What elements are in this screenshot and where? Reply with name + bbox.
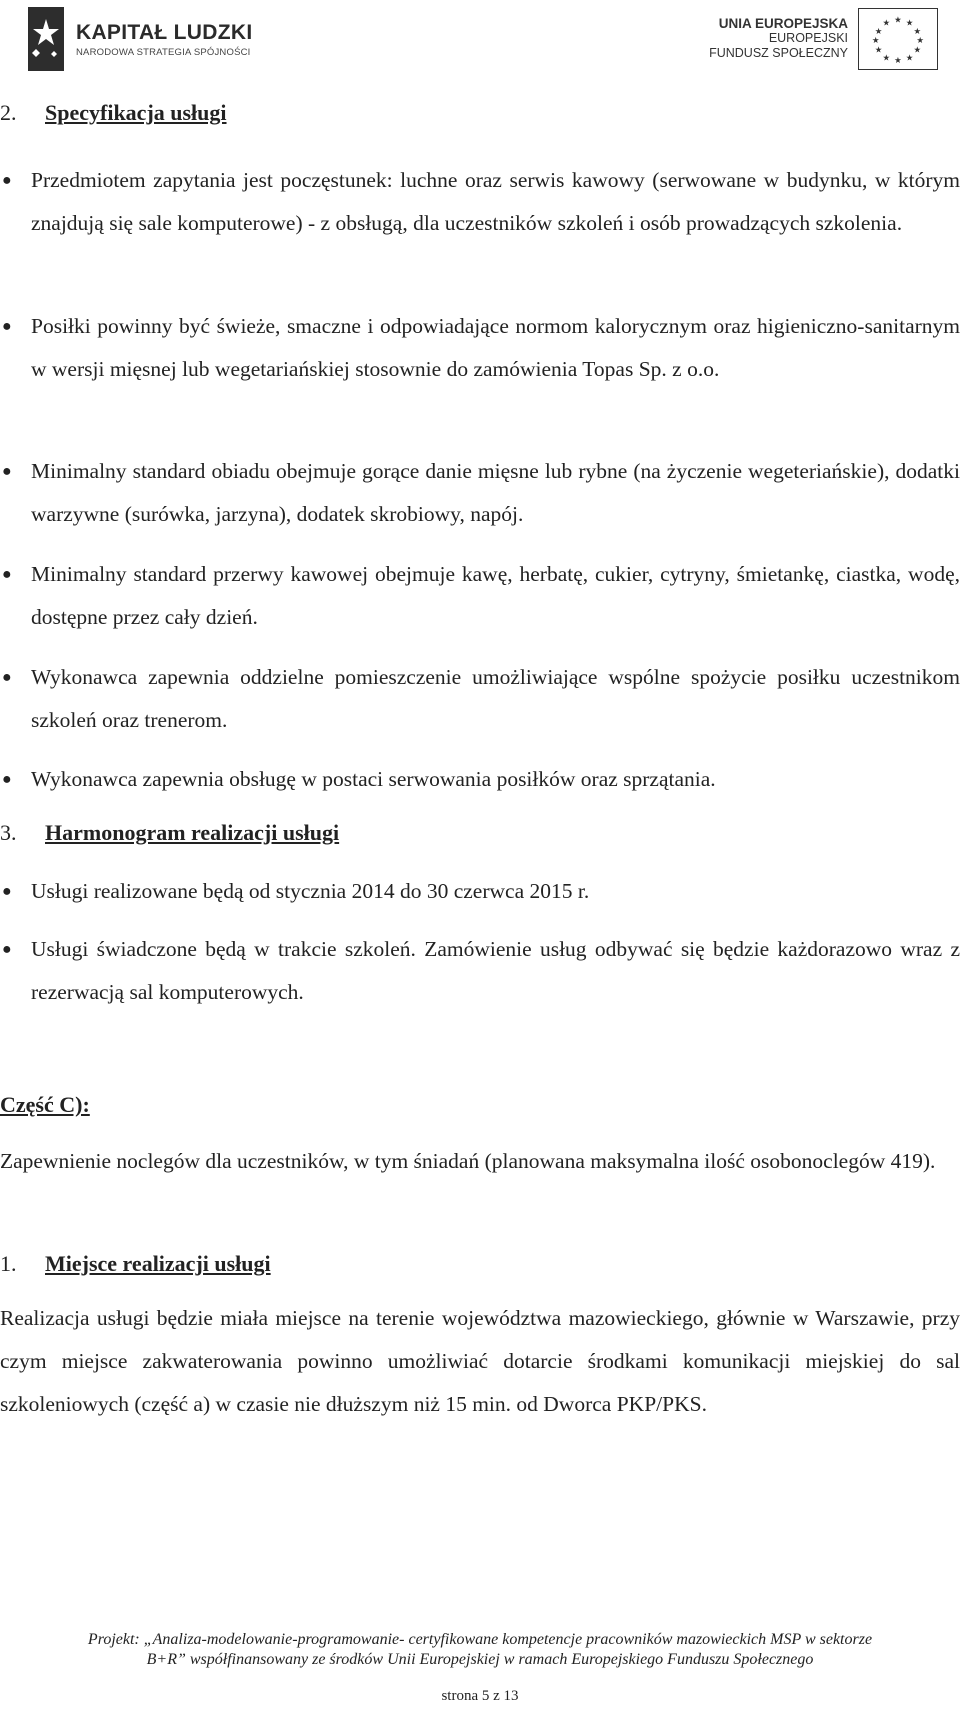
bullet-icon: ● [2,172,12,189]
bullet-text: Usługi realizowane będą od stycznia 2014 do 30 czerwca 2015 r. [31,879,590,903]
bullet-text: Posiłki powinny być świeże, smaczne i odpowiadające normom kalorycznym oraz higieniczno-sanitarnym w wersji mięsnej lub wegetariańskiej stosownie do zamówienia Topas Sp. z o.o. [31,314,960,381]
section-2-number: 2. [0,100,17,125]
section-2-title: Specyfikacja usługi [45,100,227,125]
svg-text:★: ★ [905,17,914,28]
bullet-text: Minimalny standard obiadu obejmuje gorące danie mięsne lub rybne (na życzenie wegeteriańskie), dodatki warzywne (surówka, jarzyna), dodatek skrobiowy, napój. [31,459,960,526]
svg-text:★: ★ [894,14,902,25]
kapital-ludzki-subtitle: NARODOWA STRATEGIA SPÓJNOŚCI [76,46,251,58]
bullet-icon: ● [2,318,12,335]
svg-text:★: ★ [913,44,922,55]
svg-text:★: ★ [905,52,914,63]
eu-logo [709,8,938,70]
part-c-intro: Zapewnienie noclegów dla uczestników, w tym śniadań (planowana maksymalna ilość osobonoclegów 419). [0,1149,936,1173]
svg-text:★: ★ [882,17,891,28]
section-1-text: Realizacja usługi będzie miała miejsce na terenie województwa mazowieckiego, głównie w Warszawie, przy czym miejsce zakwaterowania powinno umożliwiać dotarcie środkami komunikacji miejskiej do sal szkoleniowych (część a) w czasie nie dłuższym niż 15 min. od Dworca PKP/PKS. [0,1306,960,1416]
svg-text:★: ★ [916,34,925,45]
svg-text:★: ★ [871,34,880,45]
kapital-ludzki-title: KAPITAŁ LUDZKI [76,20,253,44]
eu-flag-icon [858,8,938,70]
footer-line-1: Projekt: „Analiza-modelowanie-programowanie- certyfikowane kompetencje pracowników mazowieckich MSP w sektorze [87,1631,873,1648]
eu-logo-line3: FUNDUSZ SPOŁECZNY [709,46,848,60]
page-header [0,0,960,80]
bullet-text: Przedmiotem zapytania jest poczęstunek: luchne oraz serwis kawowy (serwowane w budynku, w którym znajdują się sale komputerowe) - z obsługą, dla uczestników szkoleń i osób prowadzących szkolenia. [31,168,960,235]
section-3-number: 3. [0,820,17,845]
section-3-heading [0,820,339,846]
svg-text:★: ★ [913,26,922,37]
bullet-icon: ● [2,669,12,686]
page-footer [0,1630,960,1670]
eu-logo-line2: EUROPEJSKI [768,31,848,45]
bullet-icon: ● [2,883,12,900]
bullet-icon: ● [2,566,12,583]
eu-logo-line1: UNIA EUROPEJSKA [718,16,848,31]
footer-line-2: B+R” współfinansowany ze środków Unii Europejskiej w ramach Europejskiego Funduszu Społecznego [146,1651,814,1668]
section-3-title: Harmonogram realizacji usługi [45,820,340,845]
svg-text:★: ★ [874,44,883,55]
bullet-icon: ● [2,941,12,958]
bullet-text: Wykonawca zapewnia oddzielne pomieszczenie umożliwiające wspólne spożycie posiłku uczestnikom szkoleń oraz trenerom. [31,665,960,732]
bullet-icon: ● [2,771,12,788]
part-c-title: Część C): [0,1092,90,1117]
svg-text:★: ★ [894,55,902,66]
page-number: strona 5 z 13 [441,1688,519,1704]
svg-text:★: ★ [874,26,883,37]
kapital-ludzki-emblem-icon [24,5,68,73]
section-1-number: 1. [0,1251,17,1276]
svg-text:★: ★ [882,52,891,63]
bullet-text: Minimalny standard przerwy kawowej obejmuje kawę, herbatę, cukier, cytryny, śmietankę, ciastka, wodę, dostępne przez cały dzień. [31,562,960,629]
bullet-text: Usługi świadczone będą w trakcie szkoleń. Zamówienie usług odbywać się będzie każdorazowo wraz z rezerwacją sal komputerowych. [31,937,960,1004]
bullet-icon: ● [2,463,12,480]
section-1-heading [0,1251,271,1277]
section-1-title: Miejsce realizacji usługi [45,1251,271,1276]
kapital-ludzki-logo [24,4,264,74]
section-2-heading [0,100,227,126]
bullet-text: Wykonawca zapewnia obsługę w postaci serwowania posiłków oraz sprzątania. [31,767,716,791]
